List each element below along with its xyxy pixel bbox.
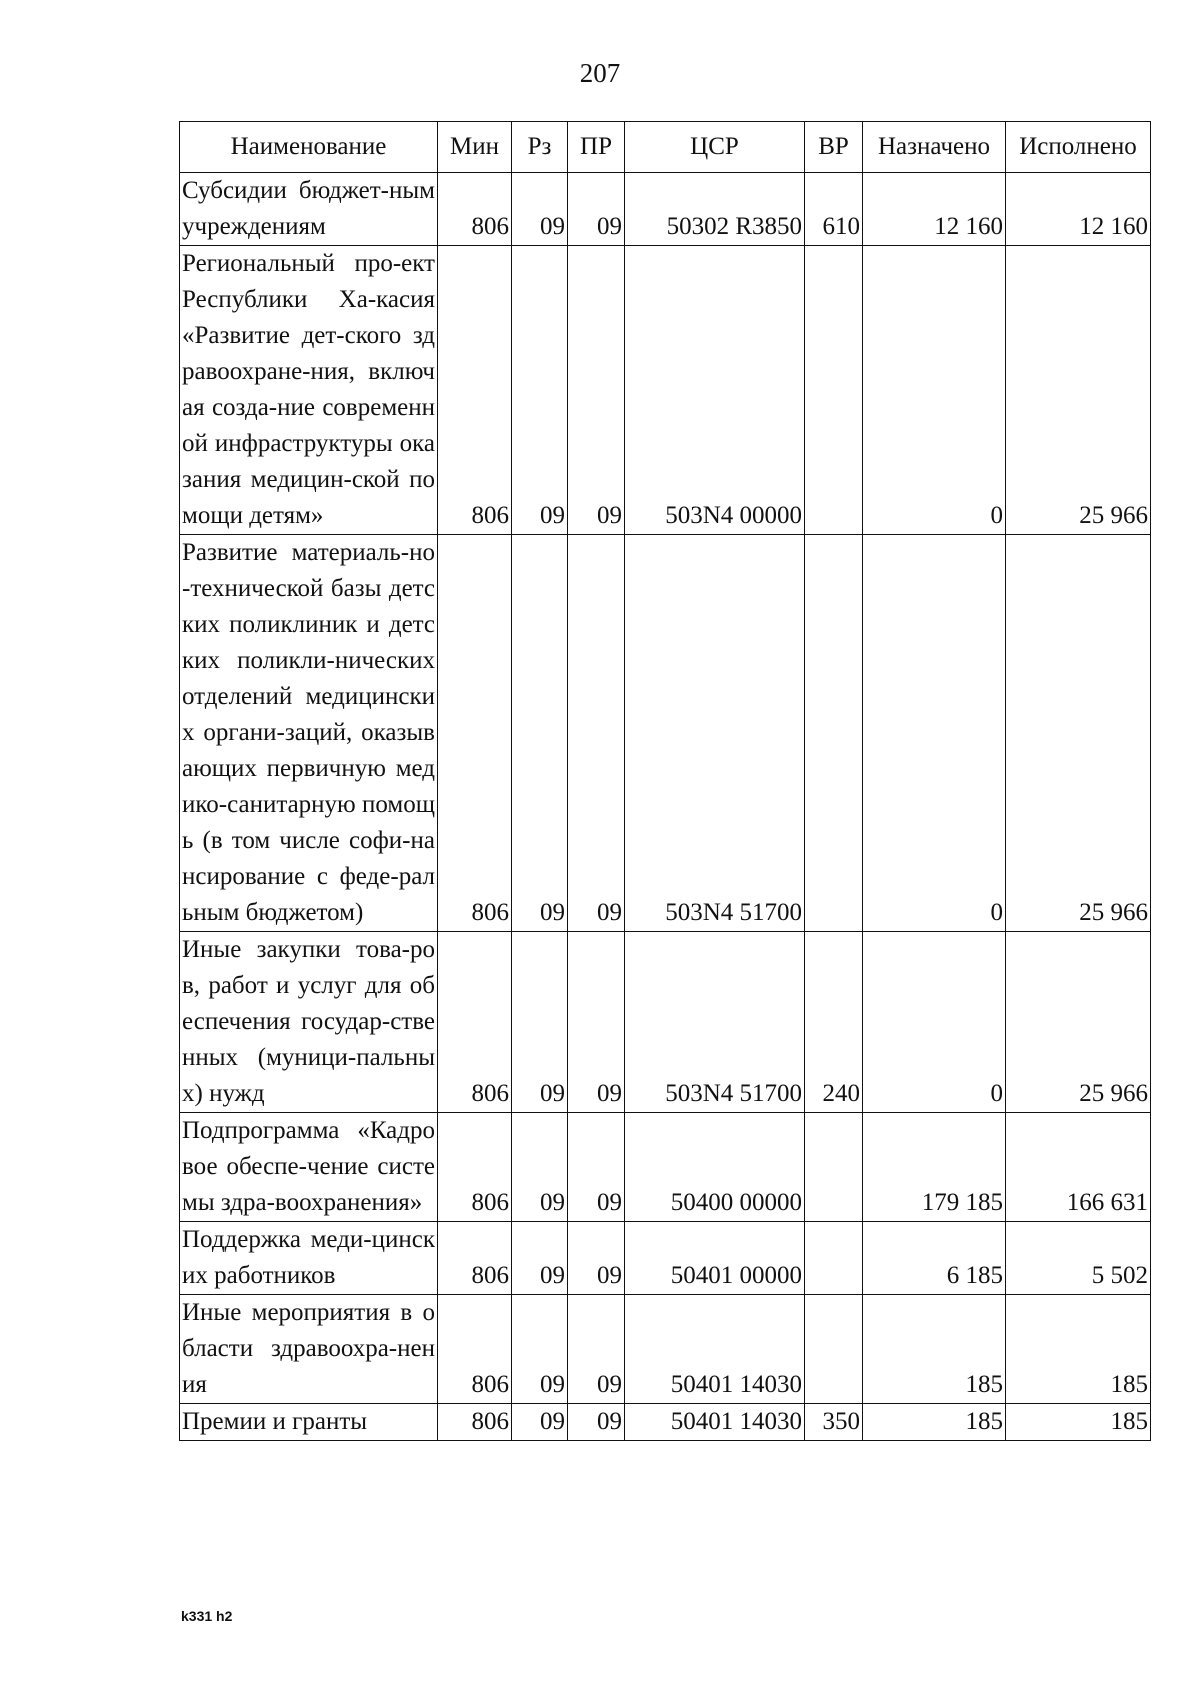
row-executed: 166 631 [1006,1113,1151,1222]
table-row [180,1295,1151,1404]
row-pr: 09 [568,1222,625,1295]
row-rz: 09 [512,932,568,1113]
row-pr: 09 [568,535,625,932]
row-min: 806 [438,1404,512,1441]
row-name: Поддержка меди-цинских работников [180,1222,438,1295]
row-name: Региональный про-ект Республики Ха-касия «Развитие дет-ского здравоохране-ния, включая созда-ние современной инфраструктуры оказания медицин-ской помощи детям» [180,246,438,535]
row-name: Премии и гранты [180,1404,438,1441]
row-csr: 50401 14030 [625,1404,805,1441]
table-header-row [180,122,1151,173]
row-csr: 503N4 51700 [625,932,805,1113]
row-name: Подпрограмма «Кадровое обеспе-чение системы здра-воохранения» [180,1113,438,1222]
row-assigned: 6 185 [863,1222,1006,1295]
row-min: 806 [438,1113,512,1222]
header-executed: Исполнено [1006,122,1151,173]
header-rz: Рз [512,122,568,173]
row-rz: 09 [512,173,568,246]
row-rz: 09 [512,1113,568,1222]
row-vr: 240 [805,932,863,1113]
row-pr: 09 [568,173,625,246]
row-name: Развитие материаль-но-технической базы детских поликлиник и детских поликли-нических отделений медицинских органи-заций, оказывающих первичную медико-санитарную помощь (в том числе софи-нансирование с феде-ральным бюджетом) [180,535,438,932]
row-executed: 5 502 [1006,1222,1151,1295]
row-min: 806 [438,1222,512,1295]
row-vr [805,1113,863,1222]
table-row [180,535,1151,932]
row-rz: 09 [512,535,568,932]
header-min: Мин [438,122,512,173]
row-executed: 25 966 [1006,535,1151,932]
row-rz: 09 [512,1404,568,1441]
row-executed: 25 966 [1006,932,1151,1113]
row-csr: 50401 00000 [625,1222,805,1295]
row-min: 806 [438,246,512,535]
row-rz: 09 [512,1222,568,1295]
row-name: Субсидии бюджет-ным учреждениям [180,173,438,246]
row-csr: 50400 00000 [625,1113,805,1222]
budget-table [179,121,1151,1441]
row-assigned: 0 [863,535,1006,932]
row-pr: 09 [568,932,625,1113]
table-row [180,173,1151,246]
row-min: 806 [438,932,512,1113]
header-assigned: Назначено [863,122,1006,173]
row-vr: 350 [805,1404,863,1441]
table-row [180,1404,1151,1441]
row-executed: 25 966 [1006,246,1151,535]
row-pr: 09 [568,1113,625,1222]
table-row [180,246,1151,535]
row-vr [805,535,863,932]
row-executed: 185 [1006,1404,1151,1441]
row-name: Иные мероприятия в области здравоохра-нения [180,1295,438,1404]
header-csr: ЦСР [625,122,805,173]
row-rz: 09 [512,1295,568,1404]
row-csr: 503N4 00000 [625,246,805,535]
header-name: Наименование [180,122,438,173]
row-pr: 09 [568,1295,625,1404]
row-executed: 12 160 [1006,173,1151,246]
row-pr: 09 [568,1404,625,1441]
row-csr: 50401 14030 [625,1295,805,1404]
row-min: 806 [438,173,512,246]
row-min: 806 [438,1295,512,1404]
table-row [180,1113,1151,1222]
row-csr: 503N4 51700 [625,535,805,932]
row-rz: 09 [512,246,568,535]
row-assigned: 12 160 [863,173,1006,246]
row-name: Иные закупки това-ров, работ и услуг для обеспечения государ-ственных (муници-пальных) нужд [180,932,438,1113]
row-vr [805,1295,863,1404]
page-number: 207 [579,58,621,88]
row-assigned: 0 [863,932,1006,1113]
table-row [180,1222,1151,1295]
table-row [180,932,1151,1113]
row-min: 806 [438,535,512,932]
row-vr [805,1222,863,1295]
row-assigned: 179 185 [863,1113,1006,1222]
header-vr: ВР [805,122,863,173]
row-vr: 610 [805,173,863,246]
row-vr [805,246,863,535]
row-csr: 50302 R3850 [625,173,805,246]
row-assigned: 185 [863,1295,1006,1404]
row-assigned: 0 [863,246,1006,535]
row-executed: 185 [1006,1295,1151,1404]
row-assigned: 185 [863,1404,1006,1441]
row-pr: 09 [568,246,625,535]
footer-code: k331 h2 [181,1608,233,1624]
header-pr: ПР [568,122,625,173]
